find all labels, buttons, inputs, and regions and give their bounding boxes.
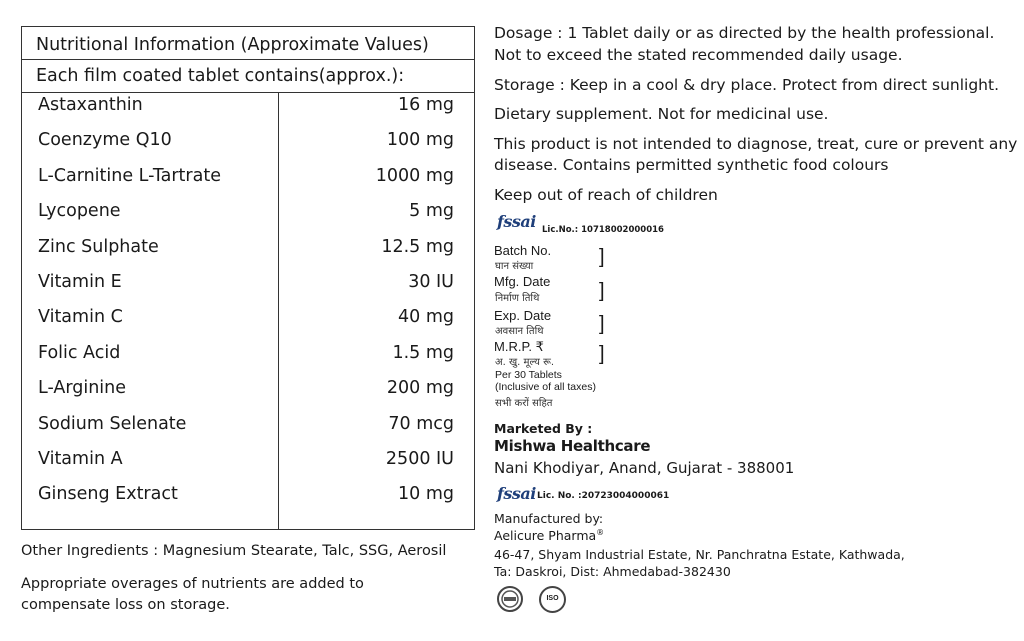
gmp-seal-graphic xyxy=(499,588,521,610)
manufacturer-address-line2: Ta: Daskroi, Dist: Ahmedabad-382430 xyxy=(494,564,731,579)
fssai-logo-text-2: fssai xyxy=(497,484,536,503)
inclusive-taxes: (Inclusive of all taxes) xyxy=(495,381,596,393)
nutrition-table xyxy=(21,26,475,530)
table-row xyxy=(22,270,474,305)
manufactured-by-label: Manufactured by: xyxy=(494,511,604,526)
dietary-text: Dietary supplement. Not for medicinal use. xyxy=(494,105,829,123)
nutrient-amount: 30 IU xyxy=(408,271,454,292)
nutrient-name: Astaxanthin xyxy=(38,95,143,115)
fssai-logo xyxy=(497,212,536,231)
disclaimer-line1: This product is not intended to diagnose, treat, cure or prevent any xyxy=(494,135,1018,153)
nutrient-amount: 2500 IU xyxy=(385,448,454,469)
table-row xyxy=(22,199,474,234)
children-warning: Keep out of reach of children xyxy=(494,186,718,204)
nutrient-name: L-Carnitine L-Tartrate xyxy=(38,165,221,186)
exp-bracket: ] xyxy=(599,313,605,335)
nutrient-amount: 10 mg xyxy=(398,484,454,505)
table-row xyxy=(22,447,474,482)
nutrient-name: Sodium Selenate xyxy=(38,413,187,434)
nutrient-amount: 1.5 mg xyxy=(392,342,454,363)
nutrient-name: Folic Acid xyxy=(38,342,121,363)
nutrient-name: Vitamin E xyxy=(38,271,122,292)
batch-label-hindi: घान संख्या xyxy=(495,261,534,272)
mrp-label-hindi: अ. खु. मूल्य रू. xyxy=(495,357,555,368)
nutrient-amount: 1000 mg xyxy=(375,165,454,186)
mfg-bracket: ] xyxy=(599,280,605,302)
storage-text: Storage : Keep in a cool & dry place. Protect from direct sunlight. xyxy=(494,76,1000,94)
overages-note-line1: Appropriate overages of nutrients are added to xyxy=(21,576,364,592)
nutrient-name: Zinc Sulphate xyxy=(38,236,159,257)
marketed-by-label: Marketed By : xyxy=(494,421,593,436)
nutrient-amount: 70 mcg xyxy=(388,413,454,434)
overages-note-line2: compensate loss on storage. xyxy=(21,597,230,613)
exp-date-label-hindi: अवसान तिथि xyxy=(495,326,544,337)
table-row xyxy=(22,164,474,199)
table-row xyxy=(22,93,474,128)
fssai-logo-2 xyxy=(497,484,536,503)
mrp-bracket: ] xyxy=(599,343,605,365)
exp-date-label: Exp. Date xyxy=(494,308,552,323)
fssai-logo-text: fssai xyxy=(497,212,536,231)
batch-label: Batch No. xyxy=(494,243,552,258)
table-row xyxy=(22,482,474,517)
nutrient-name: Lycopene xyxy=(38,201,121,222)
table-title: Nutritional Information (Approximate Values) xyxy=(22,29,474,60)
table-row xyxy=(22,305,474,340)
nutrient-name: Vitamin A xyxy=(38,448,123,469)
nutrient-rows xyxy=(22,93,474,518)
nutrient-amount: 5 mg xyxy=(409,201,454,222)
table-subtitle: Each film coated tablet contains(approx.): xyxy=(22,60,474,93)
nutrient-name: L-Arginine xyxy=(38,378,127,399)
marketer-name: Mishwa Healthcare xyxy=(494,437,651,455)
nutrient-name: Vitamin C xyxy=(38,307,123,328)
manufacturer-name-text: Aelicure Pharma xyxy=(494,528,597,544)
manufacturer-address-line1: 46-47, Shyam Industrial Estate, Nr. Panchratna Estate, Kathwada, xyxy=(494,547,905,562)
gmp-seal-icon xyxy=(497,586,523,612)
nutrient-amount: 100 mg xyxy=(386,130,454,151)
dosage-line2: Not to exceed the stated recommended daily usage. xyxy=(494,46,903,64)
nutrient-amount: 16 mg xyxy=(398,95,454,115)
dosage-line1: Dosage : 1 Tablet daily or as directed by the health professional. xyxy=(494,24,995,42)
disclaimer-line2: disease. Contains permitted synthetic food colours xyxy=(494,156,889,174)
mfg-date-label-hindi: निर्माण तिथि xyxy=(495,293,540,304)
table-row xyxy=(22,341,474,376)
inclusive-taxes-hindi: सभी करों सहित xyxy=(495,398,553,409)
fssai-license-1: Lic.No.: 10718002000016 xyxy=(542,225,664,235)
marketer-address: Nani Khodiyar, Anand, Gujarat - 388001 xyxy=(494,459,795,477)
manufacturer-name xyxy=(494,528,604,543)
iso-seal-text: ISO xyxy=(546,595,559,602)
nutrient-amount: 12.5 mg xyxy=(381,236,454,257)
batch-bracket: ] xyxy=(599,246,605,268)
table-row xyxy=(22,235,474,270)
nutrient-name: Ginseng Extract xyxy=(38,484,178,505)
mrp-label: M.R.P. ₹ xyxy=(494,339,544,354)
mfg-date-label: Mfg. Date xyxy=(494,274,551,289)
fssai-license-2: Lic. No. :20723004000061 xyxy=(537,491,670,501)
other-ingredients: Other Ingredients : Magnesium Stearate, Talc, SSG, Aerosil xyxy=(21,543,447,559)
table-row xyxy=(22,412,474,447)
nutrient-amount: 40 mg xyxy=(398,307,454,328)
registered-mark: ® xyxy=(596,528,605,537)
iso-seal-icon xyxy=(539,586,566,613)
per-tablets: Per 30 Tablets xyxy=(495,369,562,381)
table-row xyxy=(22,376,474,411)
nutrient-amount: 200 mg xyxy=(386,378,454,399)
table-row xyxy=(22,128,474,163)
nutrient-name: Coenzyme Q10 xyxy=(38,130,172,151)
